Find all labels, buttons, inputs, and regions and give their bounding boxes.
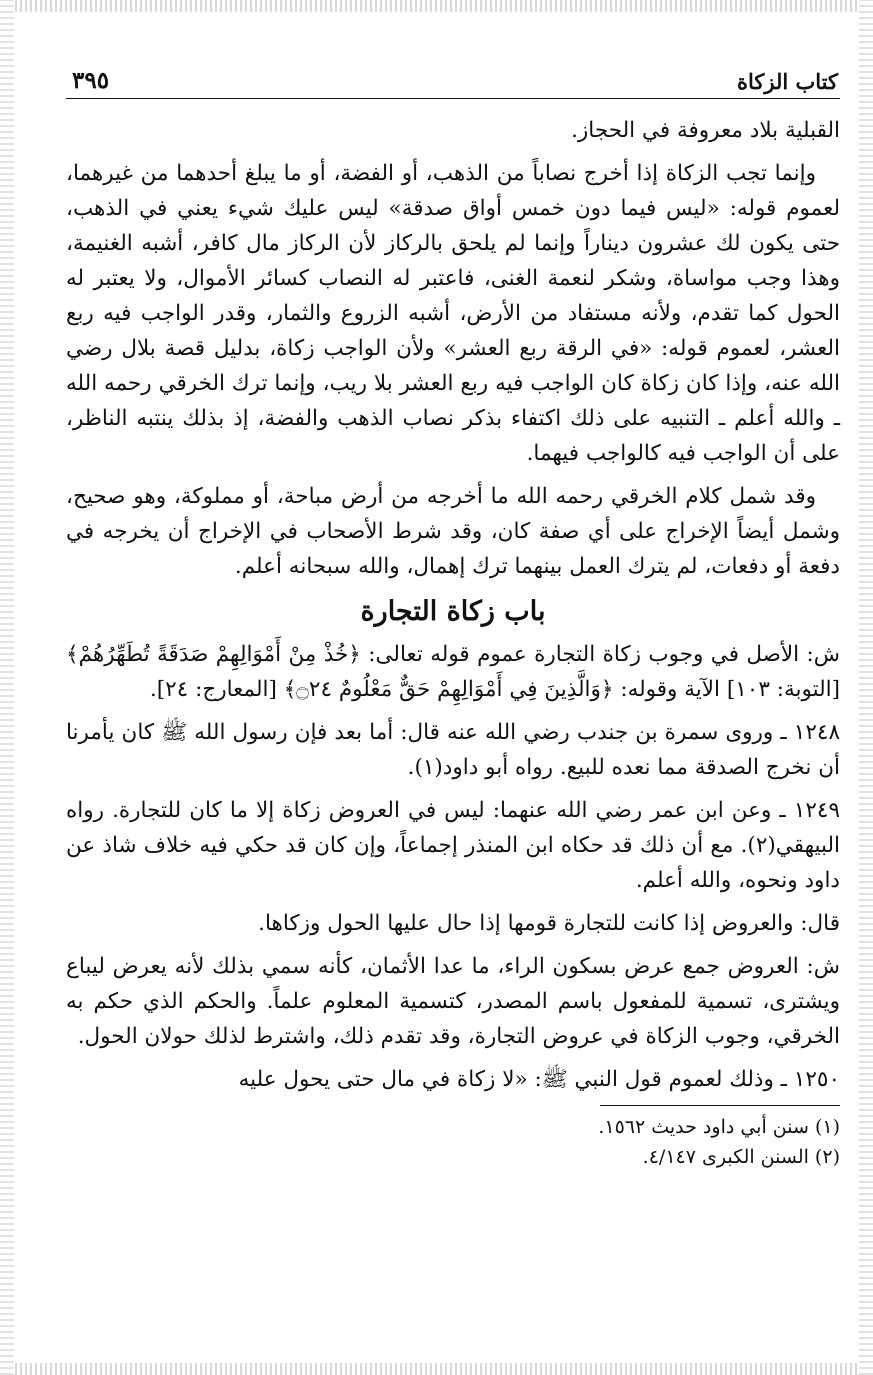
decorative-border-bottom (0, 1363, 873, 1375)
paragraph-2: وإنما تجب الزكاة إذا أخرج نصاباً من الذهب، أو الفضة، أو ما يبلغ أحدهما من غيرهما، لعموم قوله: «ليس فيما دون خمس أواق صدقة» ليس عليك شيء يعني في الذهب، حتى يكون لك عشرون ديناراً وإنما لم يلحق بالركاز لأن الركاز مال كافر، أشبه الغنيمة، وهذا وجب مواساة، وشكر لنعمة الغنى، فاعتبر له النصاب كسائر الأموال، ولا يعتبر له الحول كما تقدم، ولأنه مستفاد من الأرض، أشبه الزروع والثمار، وقدر الواجب فيه ربع العشر، لعموم قوله: «في الرقة ربع العشر» ولأن الواجب زكاة، بدليل قصة بلال رضي الله عنه، وإذا كان زكاة كان الواجب فيه ربع العشر بلا ريب، وإنما ترك الخرقي رحمه الله ـ والله أعلم ـ التنبيه على ذلك اكتفاء بذكر نصاب الذهب والفضة، إذ بذلك ينتبه الناظر، على أن الواجب فيه كالواجب فيهما. (66, 161, 840, 466)
paragraph-8: ش: العروض جمع عرض بسكون الراء، ما عدا الأثمان، كأنه سمي بذلك لأنه يعرض ليباع ويشترى، تسمية للمفعول باسم المصدر، كتسمية المعلوم علماً. والحكم الذي حكم به الخرقي، وجوب الزكاة في عروض التجارة، وقد تقدم ذلك، واشترط لذلك حولان الحول. (66, 954, 840, 1049)
body-text (66, 113, 840, 1097)
paragraph-3: وقد شمل كلام الخرقي رحمه الله ما أخرجه من أرض مباحة، أو مملوكة، وهو صحيح، وشمل أيضاً الإخراج على أي صفة كان، وقد شرط الأصحاب في الإخراج أن يخرجه في دفعة أو دفعات، لم يترك العمل بينهما ترك إهمال، والله سبحانه أعلم. (66, 484, 840, 579)
book-title: كتاب الزكاة (736, 69, 838, 94)
chapter-heading: باب زكاة التجارة (360, 596, 546, 627)
paragraph-7: قال: والعروض إذا كانت للتجارة قومها إذا حال عليها الحول وزكاها. (258, 911, 840, 936)
paragraph-4: ش: الأصل في وجوب زكاة التجارة عموم قوله تعالى: ﴿خُذْ مِنْ أَمْوَالِهِمْ صَدَقَةً تُطَهِّرُهُمْ﴾ [التوبة: ١٠٣] الآية وقوله: ﴿وَالَّذِينَ فِي أَمْوَالِهِمْ حَقٌّ مَعْلُومٌ ۝٢٤﴾ [المعارج: ٢٤]. (66, 642, 840, 702)
page-number: ٣٩٥ (72, 67, 110, 94)
footnote-2: (٢) السنن الكبرى ٤/١٤٧. (642, 1146, 840, 1168)
footnotes (66, 1112, 840, 1172)
paragraph-1: القبلية بلاد معروفة في الحجاز. (571, 118, 840, 143)
paragraph-6: ١٢٤٩ ـ وعن ابن عمر رضي الله عنهما: ليس في العروض زكاة إلا ما كان للتجارة. رواه البيهقي(٢). مع أن ذلك قد حكاه ابن المنذر إجماعاً، وإن كان قد حكي فيه خلاف شاذ عن داود ونحوه، والله أعلم. (66, 798, 840, 893)
decorative-border-left (0, 0, 14, 1375)
page-header (66, 58, 840, 99)
page (66, 58, 840, 1172)
paragraph-9: ١٢٥٠ ـ وذلك لعموم قول النبي ﷺ: «لا زكاة في مال حتى يحول عليه (238, 1067, 840, 1092)
decorative-border-top (0, 0, 873, 12)
footnote-1: (١) سنن أبي داود حديث ١٥٦٢. (598, 1116, 840, 1138)
footnote-divider (600, 1105, 840, 1106)
decorative-border-right (859, 0, 873, 1375)
paragraph-5: ١٢٤٨ ـ وروى سمرة بن جندب رضي الله عنه قال: أما بعد فإن رسول الله ﷺ كان يأمرنا أن نخرج الصدقة مما نعده للبيع. رواه أبو داود(١). (66, 720, 840, 780)
